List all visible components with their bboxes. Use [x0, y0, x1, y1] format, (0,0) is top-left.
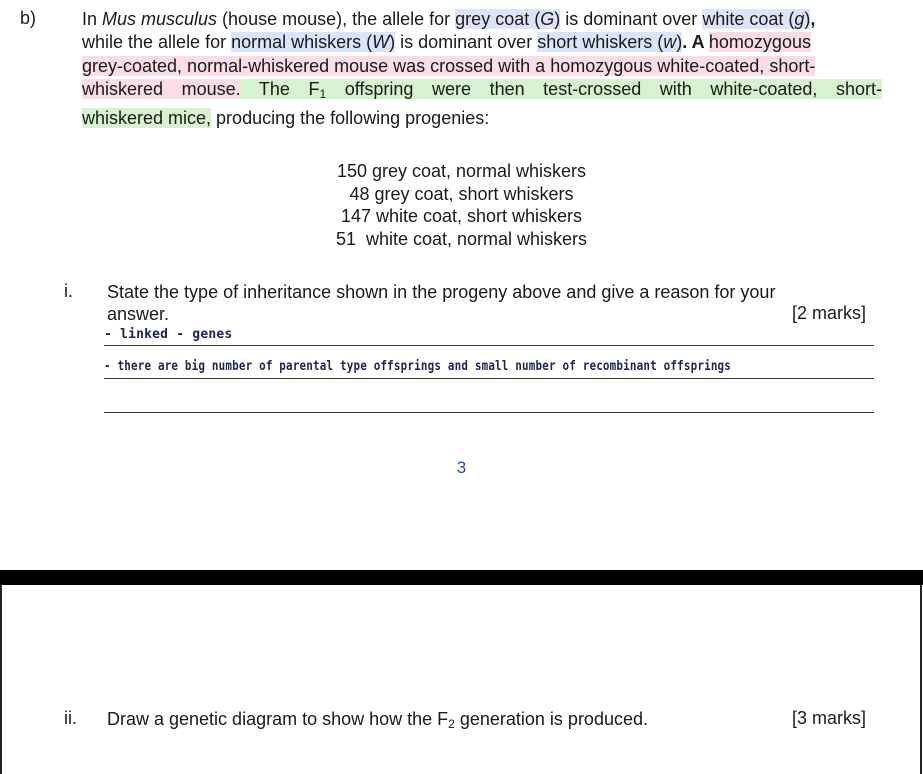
highlight-whiskered-mice: whiskered mice, [82, 107, 212, 128]
part-i-prompt-line: answer. [107, 304, 170, 324]
part-ii-marks: [3 marks] [792, 708, 867, 728]
part-i-prompt-line: State the type of inheritance shown in the progeny above and give a reason for your [107, 282, 776, 302]
intro-text: while the allele for [82, 32, 232, 53]
intro-line-5 [82, 107, 882, 130]
intro-line-1 [82, 8, 882, 31]
highlight-short-whiskers: short whiskers (w) [537, 32, 683, 53]
progeny-item: 147 white coat, short whiskers [340, 206, 583, 226]
page-frame-right [920, 585, 922, 774]
highlight-normal-whiskers: normal whiskers (W) [231, 32, 396, 53]
part-i-label: i. [64, 281, 73, 301]
species-name: Mus musculus [102, 9, 218, 29]
handwritten-answer-line: - linked - genes [104, 327, 233, 342]
question-label: b) [20, 8, 37, 28]
intro-text: . A [682, 32, 709, 53]
part-ii-prompt-text: generation is produced. [454, 709, 648, 729]
intro-line-3 [82, 55, 882, 78]
intro-line-2 [82, 31, 882, 54]
question-intro [82, 8, 882, 130]
answer-rule [104, 412, 874, 413]
f2-subscript: 2 [448, 717, 455, 731]
answer-rule [104, 378, 874, 379]
intro-text: is dominant over [395, 32, 538, 53]
part-ii-prompt [107, 708, 648, 735]
intro-text: is dominant over [560, 9, 703, 29]
progeny-item: 48 grey coat, short whiskers [349, 183, 574, 204]
answer-rule [104, 345, 874, 346]
highlight-homozygous: homozygous [708, 32, 811, 53]
progeny-item: 150 grey coat, normal whiskers [336, 161, 587, 181]
handwritten-answer-line: - there are big number of parental type offsprings and small number of recombinant offsprings [104, 359, 732, 374]
intro-text: producing the following progenies: [211, 107, 490, 128]
highlight-parental-cross: grey-coated, normal-whiskered mouse was crossed with a homozygous white-coated, short- [82, 55, 816, 76]
progeny-item: 51 white coat, normal whiskers [335, 228, 588, 249]
page-number: 3 [456, 458, 467, 477]
highlight-grey-coat: grey coat (G) [455, 9, 561, 29]
page-frame-left [0, 585, 2, 774]
part-i-prompt [107, 281, 877, 325]
part-ii-label: ii. [64, 708, 77, 728]
part-ii-prompt-text: Draw a genetic diagram to show how the F [107, 709, 449, 729]
highlight-whiskered-mouse: whiskered mouse. [82, 79, 241, 100]
progeny-list [0, 160, 923, 250]
page-separator [0, 570, 923, 585]
intro-line-4 [82, 78, 882, 106]
intro-text: (house mouse), the allele for [217, 9, 456, 29]
highlight-test-cross: The $F_1$ offspring were then test-crossed with white-coated, short- [240, 79, 882, 102]
intro-text: In [82, 9, 103, 29]
intro-comma: , [810, 9, 816, 29]
highlight-white-coat: white coat (g) [702, 9, 811, 29]
part-i-marks: [2 marks] [792, 303, 867, 323]
